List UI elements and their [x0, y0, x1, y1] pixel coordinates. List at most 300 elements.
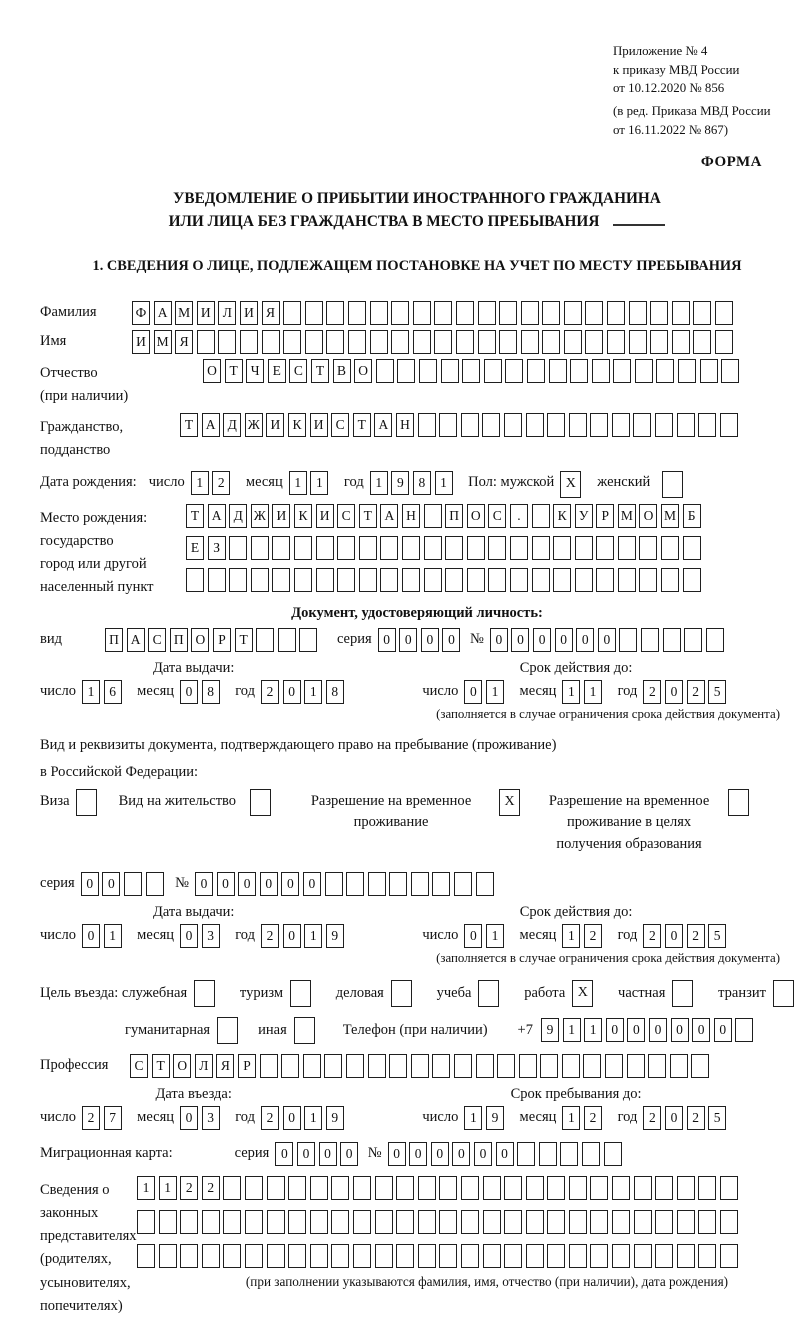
char-cell[interactable]: 0: [297, 1142, 315, 1166]
char-cell[interactable]: [639, 536, 657, 560]
humanitarian-checkbox[interactable]: [217, 1017, 238, 1044]
char-cell[interactable]: [663, 628, 681, 652]
char-cell[interactable]: [331, 1210, 349, 1234]
char-cell[interactable]: [542, 330, 560, 354]
char-cell[interactable]: 0: [340, 1142, 358, 1166]
char-cell[interactable]: [678, 359, 696, 383]
char-cell[interactable]: [605, 1054, 623, 1078]
char-cell[interactable]: 2: [584, 1106, 602, 1130]
char-cell[interactable]: [497, 1054, 515, 1078]
char-cell[interactable]: [634, 1244, 652, 1268]
char-cell[interactable]: [223, 1210, 241, 1234]
char-cell[interactable]: [661, 536, 679, 560]
char-cell[interactable]: Р: [213, 628, 231, 652]
char-cell[interactable]: 0: [627, 1018, 645, 1042]
char-cell[interactable]: 1: [435, 471, 453, 495]
char-cell[interactable]: [197, 330, 215, 354]
temp-permit-checkbox[interactable]: X: [499, 789, 520, 816]
char-cell[interactable]: И: [310, 413, 328, 437]
char-cell[interactable]: [684, 628, 702, 652]
char-cell[interactable]: 2: [261, 1106, 279, 1130]
char-cell[interactable]: [260, 1054, 278, 1078]
char-cell[interactable]: [380, 568, 398, 592]
char-cell[interactable]: С: [331, 413, 349, 437]
char-cell[interactable]: [547, 1244, 565, 1268]
char-cell[interactable]: [619, 628, 637, 652]
char-cell[interactable]: Н: [402, 504, 420, 528]
char-cell[interactable]: [424, 568, 442, 592]
char-cell[interactable]: [240, 330, 258, 354]
char-cell[interactable]: [424, 536, 442, 560]
char-cell[interactable]: 5: [708, 680, 726, 704]
char-cell[interactable]: [137, 1244, 155, 1268]
char-cell[interactable]: [499, 301, 517, 325]
char-cell[interactable]: 1: [584, 1018, 602, 1042]
char-cell[interactable]: 1: [289, 471, 307, 495]
char-cell[interactable]: 0: [283, 924, 301, 948]
char-cell[interactable]: 5: [708, 1106, 726, 1130]
char-cell[interactable]: [720, 1244, 738, 1268]
char-cell[interactable]: [569, 1244, 587, 1268]
char-cell[interactable]: Т: [311, 359, 329, 383]
visa-checkbox[interactable]: [76, 789, 97, 816]
char-cell[interactable]: [670, 1054, 688, 1078]
char-cell[interactable]: Т: [152, 1054, 170, 1078]
char-cell[interactable]: 0: [606, 1018, 624, 1042]
char-cell[interactable]: 0: [533, 628, 551, 652]
char-cell[interactable]: [590, 1176, 608, 1200]
char-cell[interactable]: П: [105, 628, 123, 652]
char-cell[interactable]: [539, 1142, 557, 1166]
char-cell[interactable]: [715, 301, 733, 325]
char-cell[interactable]: Р: [596, 504, 614, 528]
char-cell[interactable]: [478, 301, 496, 325]
char-cell[interactable]: Л: [218, 301, 236, 325]
char-cell[interactable]: М: [175, 301, 193, 325]
char-cell[interactable]: 0: [102, 872, 120, 896]
char-cell[interactable]: [331, 1176, 349, 1200]
char-cell[interactable]: [677, 413, 695, 437]
char-cell[interactable]: [650, 301, 668, 325]
char-cell[interactable]: 0: [275, 1142, 293, 1166]
char-cell[interactable]: [585, 301, 603, 325]
char-cell[interactable]: [396, 1210, 414, 1234]
char-cell[interactable]: [715, 330, 733, 354]
char-cell[interactable]: 9: [326, 1106, 344, 1130]
char-cell[interactable]: [432, 872, 450, 896]
char-cell[interactable]: [655, 1244, 673, 1268]
char-cell[interactable]: [326, 301, 344, 325]
char-cell[interactable]: [648, 1054, 666, 1078]
char-cell[interactable]: [700, 359, 718, 383]
char-cell[interactable]: 0: [474, 1142, 492, 1166]
char-cell[interactable]: [159, 1210, 177, 1234]
char-cell[interactable]: [411, 872, 429, 896]
char-cell[interactable]: [542, 301, 560, 325]
char-cell[interactable]: [607, 330, 625, 354]
char-cell[interactable]: [439, 1210, 457, 1234]
char-cell[interactable]: [698, 1244, 716, 1268]
char-cell[interactable]: [607, 301, 625, 325]
char-cell[interactable]: С: [289, 359, 307, 383]
char-cell[interactable]: [353, 1176, 371, 1200]
char-cell[interactable]: [569, 1210, 587, 1234]
char-cell[interactable]: 2: [584, 924, 602, 948]
char-cell[interactable]: [585, 330, 603, 354]
char-cell[interactable]: [735, 1018, 753, 1042]
char-cell[interactable]: Д: [229, 504, 247, 528]
char-cell[interactable]: 1: [562, 1106, 580, 1130]
char-cell[interactable]: 2: [687, 1106, 705, 1130]
char-cell[interactable]: 9: [541, 1018, 559, 1042]
char-cell[interactable]: [370, 301, 388, 325]
char-cell[interactable]: 2: [261, 680, 279, 704]
char-cell[interactable]: И: [240, 301, 258, 325]
char-cell[interactable]: [445, 536, 463, 560]
char-cell[interactable]: М: [154, 330, 172, 354]
char-cell[interactable]: Н: [396, 413, 414, 437]
char-cell[interactable]: [202, 1210, 220, 1234]
char-cell[interactable]: 1: [82, 680, 100, 704]
char-cell[interactable]: [476, 1054, 494, 1078]
char-cell[interactable]: [325, 872, 343, 896]
char-cell[interactable]: М: [661, 504, 679, 528]
char-cell[interactable]: 2: [687, 680, 705, 704]
char-cell[interactable]: [303, 1054, 321, 1078]
char-cell[interactable]: [467, 536, 485, 560]
char-cell[interactable]: 2: [202, 1176, 220, 1200]
char-cell[interactable]: А: [202, 413, 220, 437]
char-cell[interactable]: [677, 1244, 695, 1268]
char-cell[interactable]: Ж: [245, 413, 263, 437]
char-cell[interactable]: [488, 536, 506, 560]
char-cell[interactable]: [267, 1176, 285, 1200]
char-cell[interactable]: 1: [137, 1176, 155, 1200]
char-cell[interactable]: О: [191, 628, 209, 652]
purpose-checkbox[interactable]: [391, 980, 412, 1007]
char-cell[interactable]: [413, 301, 431, 325]
char-cell[interactable]: [483, 1244, 501, 1268]
char-cell[interactable]: 0: [283, 1106, 301, 1130]
char-cell[interactable]: [208, 568, 226, 592]
char-cell[interactable]: 2: [687, 924, 705, 948]
char-cell[interactable]: [283, 330, 301, 354]
char-cell[interactable]: [439, 1244, 457, 1268]
char-cell[interactable]: [547, 1210, 565, 1234]
char-cell[interactable]: 0: [714, 1018, 732, 1042]
char-cell[interactable]: Я: [175, 330, 193, 354]
other-checkbox[interactable]: [294, 1017, 315, 1044]
char-cell[interactable]: 3: [202, 924, 220, 948]
char-cell[interactable]: [310, 1176, 328, 1200]
char-cell[interactable]: 1: [370, 471, 388, 495]
char-cell[interactable]: [693, 330, 711, 354]
char-cell[interactable]: [462, 359, 480, 383]
char-cell[interactable]: Д: [223, 413, 241, 437]
char-cell[interactable]: [186, 568, 204, 592]
char-cell[interactable]: [229, 536, 247, 560]
char-cell[interactable]: 2: [643, 1106, 661, 1130]
char-cell[interactable]: [272, 536, 290, 560]
char-cell[interactable]: [629, 330, 647, 354]
char-cell[interactable]: [553, 536, 571, 560]
char-cell[interactable]: 9: [391, 471, 409, 495]
char-cell[interactable]: [256, 628, 274, 652]
female-checkbox[interactable]: [662, 471, 683, 498]
char-cell[interactable]: [505, 359, 523, 383]
char-cell[interactable]: 8: [202, 680, 220, 704]
char-cell[interactable]: 0: [442, 628, 460, 652]
char-cell[interactable]: [510, 536, 528, 560]
char-cell[interactable]: [672, 330, 690, 354]
char-cell[interactable]: [661, 568, 679, 592]
char-cell[interactable]: [305, 301, 323, 325]
char-cell[interactable]: 1: [191, 471, 209, 495]
char-cell[interactable]: [635, 359, 653, 383]
char-cell[interactable]: [683, 536, 701, 560]
char-cell[interactable]: 0: [283, 680, 301, 704]
char-cell[interactable]: Т: [180, 413, 198, 437]
char-cell[interactable]: [251, 568, 269, 592]
male-checkbox[interactable]: X: [560, 471, 581, 498]
char-cell[interactable]: [397, 359, 415, 383]
char-cell[interactable]: [391, 301, 409, 325]
char-cell[interactable]: 0: [195, 872, 213, 896]
char-cell[interactable]: 0: [511, 628, 529, 652]
char-cell[interactable]: [396, 1176, 414, 1200]
char-cell[interactable]: 0: [692, 1018, 710, 1042]
char-cell[interactable]: [424, 504, 442, 528]
char-cell[interactable]: Т: [186, 504, 204, 528]
char-cell[interactable]: [583, 1054, 601, 1078]
char-cell[interactable]: [478, 330, 496, 354]
char-cell[interactable]: [677, 1176, 695, 1200]
char-cell[interactable]: Л: [195, 1054, 213, 1078]
char-cell[interactable]: [564, 330, 582, 354]
char-cell[interactable]: Ж: [251, 504, 269, 528]
char-cell[interactable]: О: [203, 359, 221, 383]
char-cell[interactable]: [476, 872, 494, 896]
char-cell[interactable]: 0: [496, 1142, 514, 1166]
char-cell[interactable]: 8: [413, 471, 431, 495]
char-cell[interactable]: 1: [584, 680, 602, 704]
char-cell[interactable]: 0: [180, 1106, 198, 1130]
char-cell[interactable]: 9: [326, 924, 344, 948]
char-cell[interactable]: [706, 628, 724, 652]
char-cell[interactable]: [517, 1142, 535, 1166]
char-cell[interactable]: [368, 872, 386, 896]
char-cell[interactable]: [527, 359, 545, 383]
char-cell[interactable]: [639, 568, 657, 592]
char-cell[interactable]: [698, 1210, 716, 1234]
char-cell[interactable]: [316, 568, 334, 592]
char-cell[interactable]: В: [333, 359, 351, 383]
char-cell[interactable]: [634, 1210, 652, 1234]
char-cell[interactable]: [124, 872, 142, 896]
char-cell[interactable]: 1: [486, 924, 504, 948]
char-cell[interactable]: [564, 301, 582, 325]
char-cell[interactable]: [245, 1210, 263, 1234]
char-cell[interactable]: [521, 330, 539, 354]
char-cell[interactable]: 0: [378, 628, 396, 652]
char-cell[interactable]: 0: [217, 872, 235, 896]
char-cell[interactable]: 9: [486, 1106, 504, 1130]
char-cell[interactable]: 0: [281, 872, 299, 896]
char-cell[interactable]: И: [272, 504, 290, 528]
char-cell[interactable]: [560, 1142, 578, 1166]
char-cell[interactable]: С: [148, 628, 166, 652]
char-cell[interactable]: П: [445, 504, 463, 528]
char-cell[interactable]: И: [266, 413, 284, 437]
char-cell[interactable]: [245, 1244, 263, 1268]
char-cell[interactable]: 8: [326, 680, 344, 704]
char-cell[interactable]: [562, 1054, 580, 1078]
char-cell[interactable]: [413, 330, 431, 354]
char-cell[interactable]: И: [197, 301, 215, 325]
char-cell[interactable]: [218, 330, 236, 354]
char-cell[interactable]: Т: [225, 359, 243, 383]
char-cell[interactable]: [698, 1176, 716, 1200]
char-cell[interactable]: [521, 301, 539, 325]
char-cell[interactable]: [316, 536, 334, 560]
char-cell[interactable]: [245, 1176, 263, 1200]
char-cell[interactable]: [483, 1176, 501, 1200]
char-cell[interactable]: [575, 568, 593, 592]
char-cell[interactable]: Т: [235, 628, 253, 652]
char-cell[interactable]: [683, 568, 701, 592]
char-cell[interactable]: С: [488, 504, 506, 528]
char-cell[interactable]: [456, 330, 474, 354]
char-cell[interactable]: 0: [238, 872, 256, 896]
char-cell[interactable]: [510, 568, 528, 592]
char-cell[interactable]: 0: [464, 680, 482, 704]
char-cell[interactable]: [519, 1054, 537, 1078]
char-cell[interactable]: Я: [262, 301, 280, 325]
char-cell[interactable]: [202, 1244, 220, 1268]
char-cell[interactable]: [439, 1176, 457, 1200]
char-cell[interactable]: [411, 1054, 429, 1078]
char-cell[interactable]: [402, 536, 420, 560]
char-cell[interactable]: 7: [104, 1106, 122, 1130]
char-cell[interactable]: [456, 301, 474, 325]
char-cell[interactable]: [159, 1244, 177, 1268]
char-cell[interactable]: [629, 301, 647, 325]
char-cell[interactable]: [590, 1244, 608, 1268]
char-cell[interactable]: [180, 1210, 198, 1234]
char-cell[interactable]: А: [380, 504, 398, 528]
char-cell[interactable]: М: [618, 504, 636, 528]
char-cell[interactable]: [432, 1054, 450, 1078]
char-cell[interactable]: [655, 413, 673, 437]
char-cell[interactable]: [575, 536, 593, 560]
char-cell[interactable]: [375, 1210, 393, 1234]
char-cell[interactable]: [370, 330, 388, 354]
char-cell[interactable]: 1: [304, 924, 322, 948]
char-cell[interactable]: [375, 1176, 393, 1200]
char-cell[interactable]: [262, 330, 280, 354]
char-cell[interactable]: 0: [665, 680, 683, 704]
char-cell[interactable]: [504, 1210, 522, 1234]
char-cell[interactable]: [590, 1210, 608, 1234]
char-cell[interactable]: [720, 1210, 738, 1234]
char-cell[interactable]: [418, 413, 436, 437]
char-cell[interactable]: [267, 1244, 285, 1268]
char-cell[interactable]: [445, 568, 463, 592]
char-cell[interactable]: [353, 1244, 371, 1268]
char-cell[interactable]: 3: [202, 1106, 220, 1130]
char-cell[interactable]: [461, 1176, 479, 1200]
char-cell[interactable]: [288, 1244, 306, 1268]
char-cell[interactable]: 0: [319, 1142, 337, 1166]
char-cell[interactable]: 0: [431, 1142, 449, 1166]
char-cell[interactable]: [721, 359, 739, 383]
char-cell[interactable]: [499, 330, 517, 354]
char-cell[interactable]: [353, 1210, 371, 1234]
char-cell[interactable]: 1: [304, 680, 322, 704]
char-cell[interactable]: [310, 1210, 328, 1234]
char-cell[interactable]: [418, 1176, 436, 1200]
char-cell[interactable]: [305, 330, 323, 354]
char-cell[interactable]: [368, 1054, 386, 1078]
char-cell[interactable]: Р: [238, 1054, 256, 1078]
char-cell[interactable]: [418, 1244, 436, 1268]
char-cell[interactable]: 0: [82, 924, 100, 948]
char-cell[interactable]: [540, 1054, 558, 1078]
char-cell[interactable]: [454, 1054, 472, 1078]
char-cell[interactable]: [389, 872, 407, 896]
char-cell[interactable]: [288, 1176, 306, 1200]
char-cell[interactable]: [454, 872, 472, 896]
char-cell[interactable]: 2: [261, 924, 279, 948]
char-cell[interactable]: 6: [104, 680, 122, 704]
char-cell[interactable]: [434, 301, 452, 325]
char-cell[interactable]: [337, 568, 355, 592]
char-cell[interactable]: [547, 1176, 565, 1200]
char-cell[interactable]: [402, 568, 420, 592]
char-cell[interactable]: 0: [180, 924, 198, 948]
char-cell[interactable]: 0: [303, 872, 321, 896]
char-cell[interactable]: [146, 872, 164, 896]
char-cell[interactable]: 0: [388, 1142, 406, 1166]
purpose-checkbox[interactable]: [672, 980, 693, 1007]
char-cell[interactable]: [283, 301, 301, 325]
purpose-checkbox[interactable]: X: [572, 980, 593, 1007]
char-cell[interactable]: 2: [643, 924, 661, 948]
char-cell[interactable]: 0: [399, 628, 417, 652]
char-cell[interactable]: А: [154, 301, 172, 325]
char-cell[interactable]: [391, 330, 409, 354]
char-cell[interactable]: [324, 1054, 342, 1078]
char-cell[interactable]: [569, 1176, 587, 1200]
edu-permit-checkbox[interactable]: [728, 789, 749, 816]
char-cell[interactable]: [582, 1142, 600, 1166]
char-cell[interactable]: 1: [104, 924, 122, 948]
char-cell[interactable]: [396, 1244, 414, 1268]
char-cell[interactable]: [526, 413, 544, 437]
char-cell[interactable]: 5: [708, 924, 726, 948]
char-cell[interactable]: [482, 413, 500, 437]
char-cell[interactable]: [532, 536, 550, 560]
char-cell[interactable]: К: [294, 504, 312, 528]
char-cell[interactable]: 0: [81, 872, 99, 896]
char-cell[interactable]: 0: [464, 924, 482, 948]
char-cell[interactable]: У: [575, 504, 593, 528]
char-cell[interactable]: [618, 568, 636, 592]
char-cell[interactable]: 0: [665, 924, 683, 948]
char-cell[interactable]: 0: [421, 628, 439, 652]
char-cell[interactable]: [441, 359, 459, 383]
char-cell[interactable]: [359, 568, 377, 592]
